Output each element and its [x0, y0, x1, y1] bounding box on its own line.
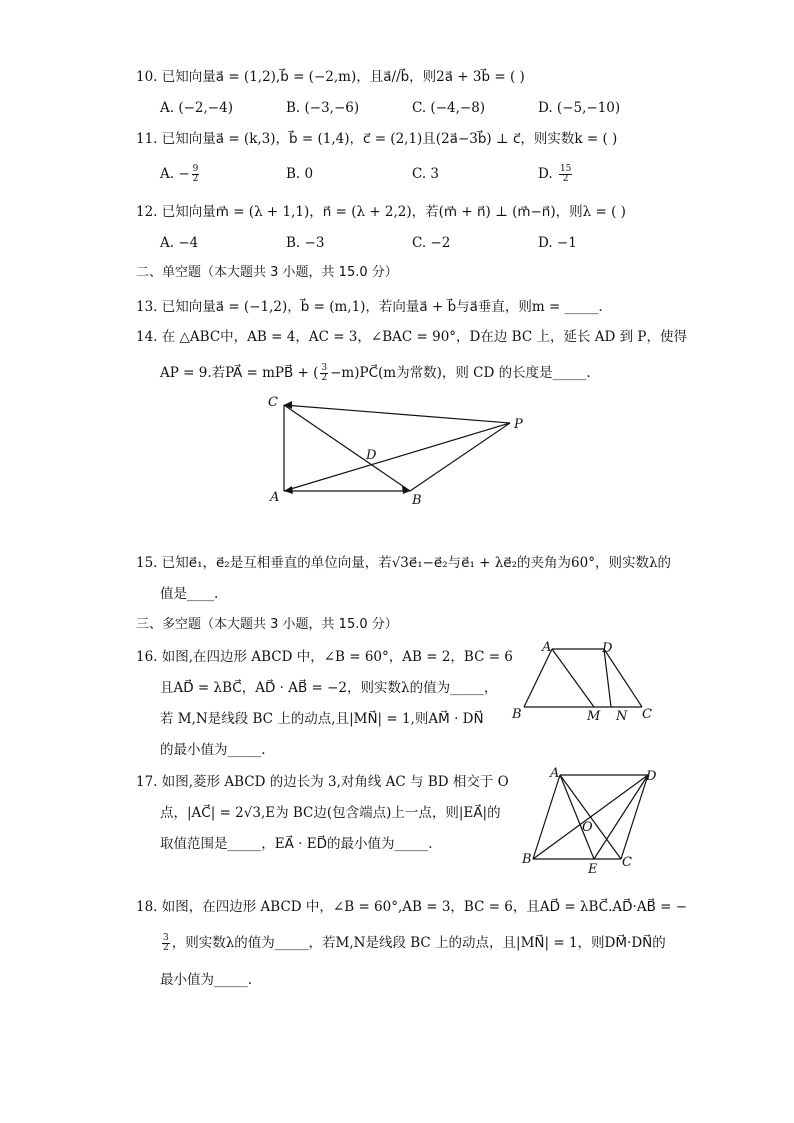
q14-line-2: AP = 9.若PA⃗ = mPB⃗ + ( $\frac{3}{2}$ −m)PC⃗(m为常数)，则 CD 的长度是_____. — [160, 363, 591, 383]
q17-label-b: B — [522, 852, 532, 867]
q11-option-b: B. 0 — [286, 166, 314, 182]
q10-option-d: D. (−5,−10) — [538, 100, 621, 116]
q12-option-a: A. −4 — [160, 235, 199, 251]
q17-line-1: 17. 如图,菱形 ABCD 的边长为 3,对角线 AC 与 BD 相交于 O — [136, 774, 509, 790]
q14-triangle-figure — [262, 390, 534, 510]
q12-stem: 12. 已知向量m⃗ = (λ + 1,1)，n⃗ = (λ + 2,2)，若(m⃗ + n⃗) ⊥ (m⃗−n⃗)，则λ = ( ) — [136, 204, 626, 220]
q14-segment-bp — [410, 423, 510, 491]
q10-option-b: B. (−3,−6) — [286, 100, 360, 116]
q17-label-d: D — [646, 769, 657, 784]
q16-line-4: 的最小值为_____. — [160, 742, 266, 758]
q14-label-b: B — [412, 493, 422, 508]
q10-option-c: C. (−4,−8) — [412, 100, 486, 116]
q17-label-a: A — [550, 766, 560, 781]
q11-option-d: D. $\frac{15}{2}$ — [538, 164, 572, 184]
q11-options — [160, 165, 630, 183]
q11-stem: 11. 已知向量a⃗ = (k,3)，b⃗ = (1,4)，c⃗ = (2,1)且(2a⃗−3b⃗) ⊥ c⃗，则实数k = ( ) — [136, 131, 618, 147]
q17-line-3: 取值范围是_____，EA⃗ · ED⃗的最小值为_____. — [160, 836, 433, 852]
q14-segment-ap — [284, 423, 510, 491]
q16-label-a: A — [542, 640, 552, 655]
q16-label-b: B — [512, 707, 522, 722]
q17-rhombus-figure — [518, 766, 664, 876]
q16-line-2: 且AD⃗ = λBC⃗，AD⃗ · AB⃗ = −2，则实数λ的值为_____， — [160, 680, 498, 696]
q14-label-p: P — [514, 417, 523, 432]
q14-label-d: D — [366, 448, 377, 463]
q14-segment-cp — [284, 405, 510, 423]
q17-label-o: O — [582, 820, 593, 835]
q12-option-d: D. −1 — [538, 235, 577, 251]
q14-line-1: 14. 在 △ABC中，AB = 4，AC = 3，∠BAC = 90°，D在边 BC 上，延长 AD 到 P，使得 — [136, 329, 687, 345]
q12-option-c: C. −2 — [412, 235, 451, 251]
section-heading-multi-blank: 三、多空题（本大题共 3 小题，共 15.0 分） — [136, 617, 398, 632]
q14-label-a: A — [270, 490, 280, 505]
q17-line-2: 点，|AC⃗| = 2√3,E为 BC边(包含端点)上一点，则|EA⃗|的 — [160, 805, 501, 821]
q11-option-a: A. − $\frac{9}{2}$ — [160, 164, 199, 184]
q18-line-1: 18. 如图，在四边形 ABCD 中，∠B = 60°,AB = 3，BC = 6，且AD⃗ = λBC⃗.AD⃗·AB⃗ = − — [136, 899, 688, 915]
q10-stem: 10. 已知向量a⃗ = (1,2),b⃗ = (−2,m)，且a⃗//b⃗，则2a⃗ + 3b⃗ = ( ) — [136, 69, 525, 85]
q16-quadrilateral-figure — [510, 638, 660, 722]
q15-line-2: 值是____. — [160, 586, 219, 602]
q12-options — [160, 234, 630, 252]
q11-option-c: C. 3 — [412, 166, 440, 182]
q13-stem: 13. 已知向量a⃗ = (−1,2)，b⃗ = (m,1)，若向量a⃗ + b⃗与a⃗垂直，则m = _____. — [136, 299, 603, 315]
q14-side-cb — [284, 405, 410, 491]
q16-line-1: 16. 如图,在四边形 ABCD 中，∠B = 60°，AB = 2，BC = 6 — [136, 649, 513, 665]
q12-option-b: B. −3 — [286, 235, 325, 251]
q16-label-m: M — [587, 709, 601, 722]
q16-label-n: N — [616, 709, 628, 722]
q16-label-d: D — [602, 641, 613, 656]
q16-line-3: 若 M,N是线段 BC 上的动点,且|MN⃗| = 1,则AM⃗ · DN⃗ — [160, 711, 484, 727]
q18-line-2: $\frac{3}{2}$ ，则实数λ的值为_____，若M,N是线段 BC 上的动点，且|MN⃗| = 1，则DM⃗·DN⃗的 — [163, 933, 666, 953]
q16-label-c: C — [642, 707, 652, 722]
q17-label-c: C — [622, 855, 632, 870]
q15-line-1: 15. 已知e⃗₁，e⃗₂是互相垂直的单位向量，若√3e⃗₁−e⃗₂与e⃗₁ + λe⃗₂的夹角为60°，则实数λ的 — [136, 555, 672, 571]
q14-label-c: C — [268, 395, 278, 410]
q17-label-e: E — [588, 862, 598, 876]
section-heading-single-blank: 二、单空题（本大题共 3 小题，共 15.0 分） — [136, 265, 398, 280]
q18-line-3: 最小值为_____. — [160, 972, 253, 988]
q10-options — [160, 99, 630, 117]
q10-option-a: A. (−2,−4) — [160, 100, 233, 116]
